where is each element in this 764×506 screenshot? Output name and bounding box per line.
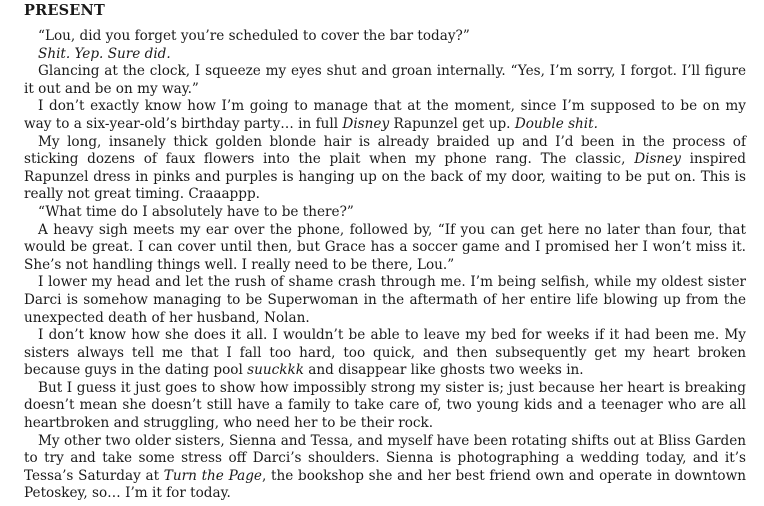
text-run: Glancing at the clock, I squeeze my eyes shut and groan internally. “Yes, I’m sorry, I forgot. I’ll figure it out and be on my way.” — [24, 63, 746, 97]
text-run: My long, insanely thick golden blonde hair is already braided up and I’d been in the process of sticking dozens of faux flowers into the plait when my phone rang. The classic, — [24, 133, 746, 168]
text-run: But I guess it just goes to show how impossibly strong my sister is; just because her heart is breaking doesn’t mean she doesn’t still have a family to take care of, two young kids and a teenager who are all heartbroken and struggling, who need her to be their rock. — [24, 379, 746, 432]
paragraph — [24, 327, 746, 380]
paragraph — [24, 433, 746, 503]
paragraph — [24, 63, 746, 98]
section-heading: PRESENT — [24, 2, 105, 19]
paragraph — [24, 274, 746, 327]
text-run: Rapunzel get up. — [389, 115, 515, 132]
text-run: “Lou, did you forget you’re scheduled to cover the bar today?” — [38, 28, 470, 44]
paragraph — [24, 98, 746, 133]
text-run: I lower my head and let the rush of shame crash through me. I’m being selfish, while my oldest sister Darci is somehow managing to be Superwoman in the aftermath of her entire life blowing up from the unexpected death of her husband, Nolan. — [24, 274, 746, 326]
italic-text: Disney — [342, 115, 390, 132]
text-run: I don’t exactly know how I’m going to manage that at the moment, since I’m supposed to be on my way to a six-year-old’s birthday party… in full — [24, 98, 746, 132]
paragraph — [24, 222, 746, 275]
text-run: , the bookshop she and her best friend own and operate in downtown Petoskey, so… I’m it for today. — [24, 467, 746, 502]
text-run: “What time do I absolutely have to be there?” — [38, 203, 354, 220]
italic-text: Double shit. — [514, 115, 598, 132]
paragraph — [24, 204, 746, 222]
text-run: My other two older sisters, Sienna and Tessa, and myself have been rotating shifts out at Bliss Garden to try and take some stress off Darci’s shoulders. Sienna is photographing a wedding today, and it’s Tessa’s Saturday at — [24, 432, 746, 484]
text-run: inspired Rapunzel dress in pinks and purples is hanging up on the back of my door, waiting to be put on. This is really not great timing. Craaappp. — [24, 151, 746, 203]
text-run: and disappear like ghosts two weeks in. — [303, 362, 584, 379]
paragraph — [24, 46, 746, 64]
italic-text: Turn the Page — [163, 467, 262, 484]
italic-text: Shit. Yep. Sure did. — [38, 45, 171, 62]
body-text — [24, 28, 746, 503]
text-run: I don’t know how she does it all. I wouldn’t be able to leave my bed for weeks if it had been me. My sisters always tell me that I fall too hard, too quick, and then subsequently get my heart broken because guys in the dating pool — [24, 327, 746, 379]
text-run: A heavy sigh meets my ear over the phone, followed by, “If you can get here no later than four, that would be great. I can cover until then, but Grace has a soccer game and I promised her I won’t miss it. She’s not handling things well. I really need to be there, Lou.” — [24, 221, 746, 273]
italic-text: suuckkk — [247, 362, 304, 379]
paragraph — [24, 380, 746, 433]
paragraph — [24, 28, 746, 46]
italic-text: Disney — [634, 151, 681, 168]
paragraph — [24, 134, 746, 204]
